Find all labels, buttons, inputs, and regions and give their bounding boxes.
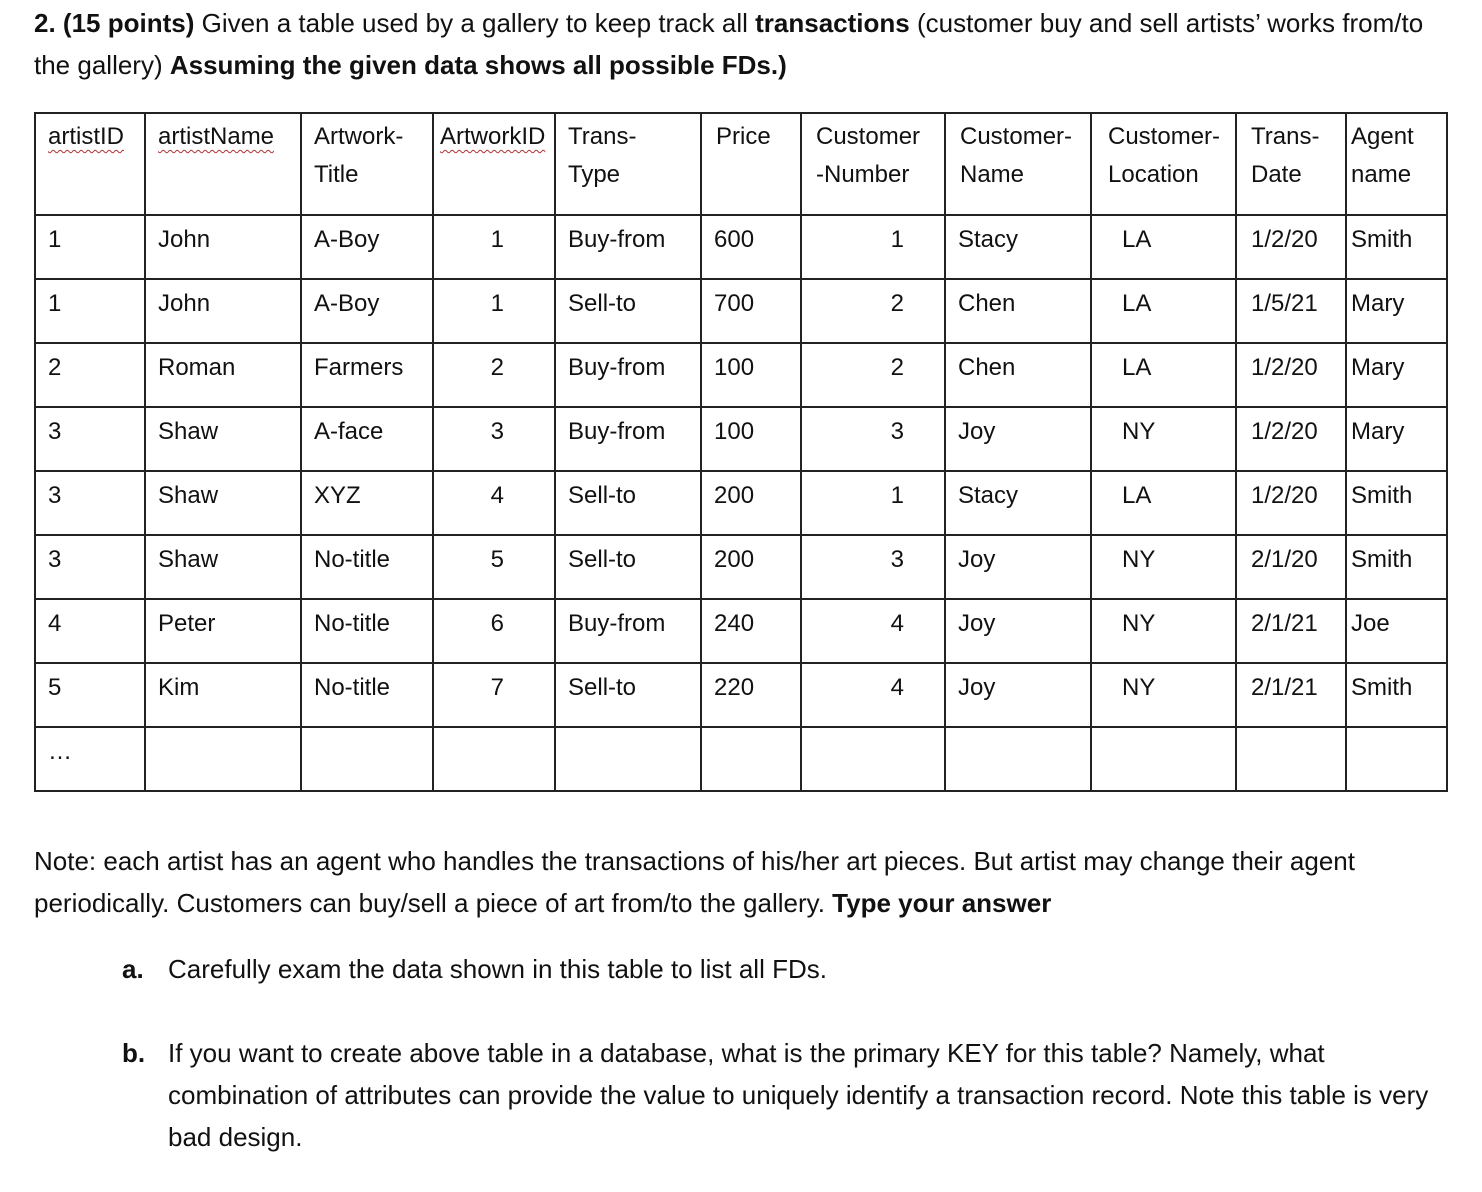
cell-customer-name: Stacy: [945, 471, 1091, 535]
question-text: [34, 2, 1454, 86]
item-b-marker: b.: [122, 1038, 146, 1068]
table-row: [35, 471, 1447, 535]
cell-trans-date: 2/1/21: [1236, 599, 1346, 663]
cell-trans-date: [1236, 727, 1346, 791]
question-text-part-1: Given a table used by a gallery to keep track all: [194, 8, 756, 38]
header-artwork-id: ArtworkID: [433, 113, 555, 215]
header-customer-location: Customer- Location: [1091, 113, 1236, 215]
header-row: [35, 113, 1447, 215]
cell-customer-location: LA: [1091, 215, 1236, 279]
header-customer-name: Customer- Name: [945, 113, 1091, 215]
cell-trans-type: Sell-to: [555, 471, 701, 535]
cell-artist-id: 1: [35, 279, 145, 343]
cell-artwork-id: 4: [433, 471, 555, 535]
question-points: (15 points): [62, 8, 195, 38]
cell-artwork-id: 5: [433, 535, 555, 599]
cell-artwork-title: A-Boy: [301, 215, 433, 279]
cell-artist-id: 2: [35, 343, 145, 407]
cell-price: 100: [701, 407, 801, 471]
question-bold-transactions: transactions: [755, 8, 910, 38]
cell-trans-type: Sell-to: [555, 535, 701, 599]
cell-agent-name: Smith: [1346, 471, 1447, 535]
cell-artist-name: Roman: [145, 343, 301, 407]
cell-trans-type: Buy-from: [555, 407, 701, 471]
cell-customer-number: 4: [801, 599, 945, 663]
note-type-your-answer: Type your answer: [832, 888, 1052, 918]
table-row: [35, 407, 1447, 471]
cell-agent-name: Smith: [1346, 535, 1447, 599]
cell-trans-date: 1/2/20: [1236, 407, 1346, 471]
cell-agent-name: Mary: [1346, 407, 1447, 471]
cell-customer-name: Stacy: [945, 215, 1091, 279]
cell-customer-location: LA: [1091, 343, 1236, 407]
cell-customer-number: 2: [801, 343, 945, 407]
table-row: [35, 215, 1447, 279]
question-bold-assumption: Assuming the given data shows all possible FDs.): [169, 50, 787, 80]
question-items: [122, 948, 1452, 1158]
cell-customer-number: 2: [801, 279, 945, 343]
item-b: [122, 1032, 1452, 1158]
cell-customer-location: NY: [1091, 663, 1236, 727]
cell-artwork-id: 1: [433, 215, 555, 279]
header-artist-name: artistName: [145, 113, 301, 215]
item-b-text: If you want to create above table in a database, what is the primary KEY for this table? Namely, what combination of attributes can provide the value to uniquely identify a transaction record. Note this table is very bad design.: [168, 1038, 1429, 1152]
cell-customer-location: LA: [1091, 279, 1236, 343]
cell-artist-id: 3: [35, 407, 145, 471]
cell-customer-number: 1: [801, 215, 945, 279]
cell-artwork-title: No-title: [301, 599, 433, 663]
table-row: [35, 727, 1447, 791]
cell-artwork-title: [301, 727, 433, 791]
cell-agent-name: Smith: [1346, 215, 1447, 279]
cell-price: 700: [701, 279, 801, 343]
cell-agent-name: Mary: [1346, 343, 1447, 407]
cell-customer-location: LA: [1091, 471, 1236, 535]
cell-customer-location: [1091, 727, 1236, 791]
cell-trans-date: 1/2/20: [1236, 215, 1346, 279]
cell-trans-date: 2/1/20: [1236, 535, 1346, 599]
cell-customer-name: Chen: [945, 343, 1091, 407]
cell-price: 100: [701, 343, 801, 407]
cell-artwork-title: A-face: [301, 407, 433, 471]
header-trans-type: Trans- Type: [555, 113, 701, 215]
cell-artist-id: 5: [35, 663, 145, 727]
cell-trans-type: Buy-from: [555, 343, 701, 407]
item-a-marker: a.: [122, 954, 144, 984]
cell-artwork-id: 1: [433, 279, 555, 343]
cell-artist-name: Shaw: [145, 535, 301, 599]
question-number: 2.: [34, 8, 56, 38]
question-text-part-2: (customer buy and sell artists’ works from/to the gallery): [34, 8, 1424, 80]
cell-artwork-title: No-title: [301, 535, 433, 599]
cell-artist-name: Kim: [145, 663, 301, 727]
cell-trans-type: Sell-to: [555, 663, 701, 727]
cell-trans-type: Buy-from: [555, 599, 701, 663]
cell-artwork-title: Farmers: [301, 343, 433, 407]
table-row: [35, 279, 1447, 343]
cell-trans-date: 1/2/20: [1236, 471, 1346, 535]
cell-artist-name: Peter: [145, 599, 301, 663]
cell-price: 200: [701, 535, 801, 599]
header-customer-number: Customer -Number: [801, 113, 945, 215]
cell-trans-date: 1/2/20: [1236, 343, 1346, 407]
cell-customer-name: [945, 727, 1091, 791]
item-a-text: Carefully exam the data shown in this table to list all FDs.: [168, 954, 827, 984]
header-trans-date: Trans- Date: [1236, 113, 1346, 215]
cell-artwork-id: 7: [433, 663, 555, 727]
cell-artist-name: [145, 727, 301, 791]
header-artwork-title: Artwork- Title: [301, 113, 433, 215]
cell-trans-type: Sell-to: [555, 279, 701, 343]
table-row: [35, 599, 1447, 663]
item-a: [122, 948, 1452, 990]
cell-customer-number: [801, 727, 945, 791]
table-row: [35, 535, 1447, 599]
cell-artwork-id: 2: [433, 343, 555, 407]
cell-artist-id: 1: [35, 215, 145, 279]
cell-agent-name: Mary: [1346, 279, 1447, 343]
note-paragraph: [34, 840, 1454, 924]
cell-artist-name: John: [145, 215, 301, 279]
cell-trans-type: [555, 727, 701, 791]
table-row: [35, 663, 1447, 727]
cell-trans-date: 2/1/21: [1236, 663, 1346, 727]
cell-trans-type: Buy-from: [555, 215, 701, 279]
cell-agent-name: Smith: [1346, 663, 1447, 727]
cell-customer-number: 3: [801, 535, 945, 599]
note-text: Note: each artist has an agent who handles the transactions of his/her art pieces. But artist may change their agent periodically. Customers can buy/sell a piece of art from/to the gallery.: [34, 846, 1355, 918]
cell-artist-id: 3: [35, 535, 145, 599]
cell-price: 600: [701, 215, 801, 279]
cell-customer-name: Joy: [945, 599, 1091, 663]
header-artist-id: artistID: [35, 113, 145, 215]
cell-agent-name: [1346, 727, 1447, 791]
cell-customer-location: NY: [1091, 407, 1236, 471]
header-agent-name: Agent name: [1346, 113, 1447, 215]
cell-artist-name: John: [145, 279, 301, 343]
cell-price: 200: [701, 471, 801, 535]
cell-price: 220: [701, 663, 801, 727]
cell-artwork-id: [433, 727, 555, 791]
cell-customer-name: Chen: [945, 279, 1091, 343]
cell-trans-date: 1/5/21: [1236, 279, 1346, 343]
cell-customer-location: NY: [1091, 599, 1236, 663]
cell-artwork-id: 6: [433, 599, 555, 663]
cell-artist-id: 3: [35, 471, 145, 535]
cell-artwork-title: No-title: [301, 663, 433, 727]
cell-artist-id: 4: [35, 599, 145, 663]
cell-customer-number: 4: [801, 663, 945, 727]
cell-agent-name: Joe: [1346, 599, 1447, 663]
transactions-table: [34, 112, 1448, 792]
cell-artist-name: Shaw: [145, 407, 301, 471]
cell-artwork-title: XYZ: [301, 471, 433, 535]
cell-customer-number: 3: [801, 407, 945, 471]
cell-customer-name: Joy: [945, 535, 1091, 599]
cell-price: 240: [701, 599, 801, 663]
cell-customer-location: NY: [1091, 535, 1236, 599]
table-row: [35, 343, 1447, 407]
cell-customer-name: Joy: [945, 407, 1091, 471]
cell-artwork-title: A-Boy: [301, 279, 433, 343]
cell-price: [701, 727, 801, 791]
header-price: Price: [701, 113, 801, 215]
cell-customer-name: Joy: [945, 663, 1091, 727]
cell-artist-id: …: [35, 727, 145, 791]
cell-customer-number: 1: [801, 471, 945, 535]
cell-artist-name: Shaw: [145, 471, 301, 535]
cell-artwork-id: 3: [433, 407, 555, 471]
